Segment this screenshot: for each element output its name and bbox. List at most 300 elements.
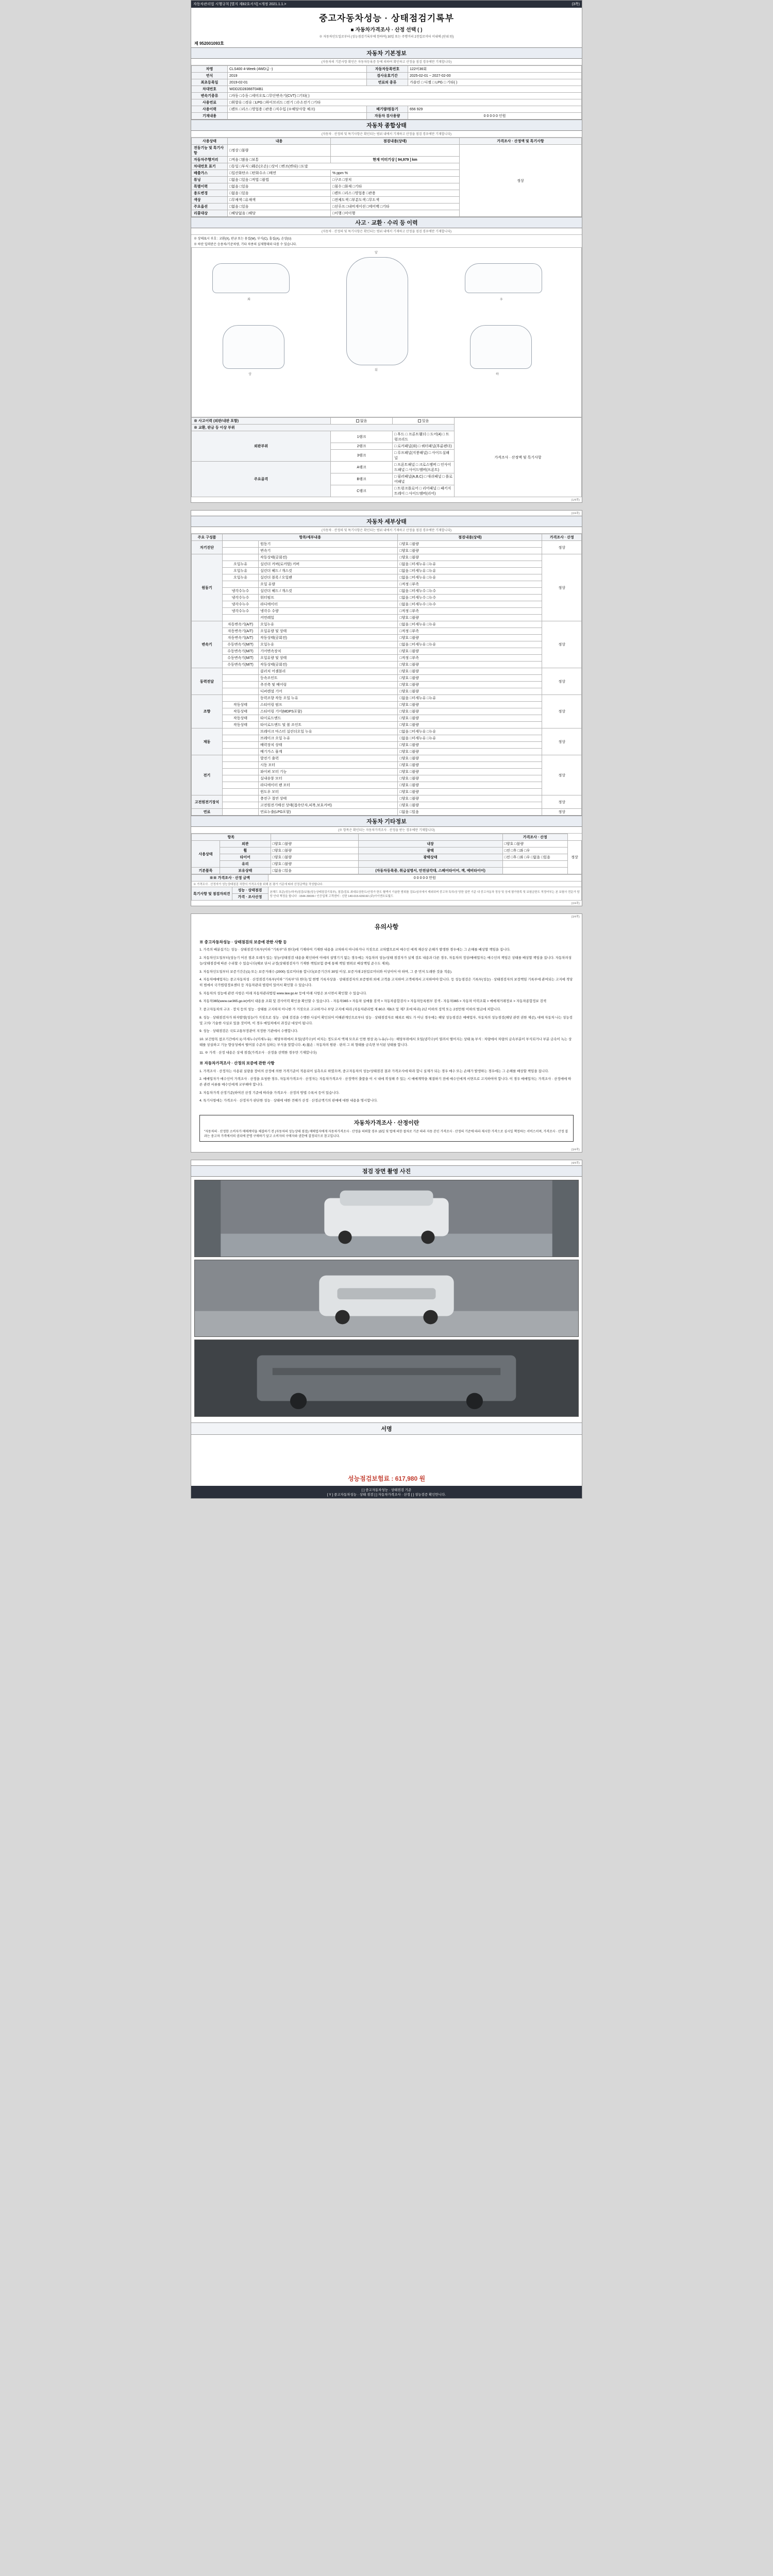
detail-item: 동력조향 작동 오일 누유 bbox=[259, 695, 398, 702]
detail-group-name: 원동기 bbox=[192, 554, 223, 621]
diagram-label-front: 앞 bbox=[375, 251, 378, 255]
page-tag-2: (2/4쪽) bbox=[571, 902, 580, 905]
warranty-row2-label: 가격 · 조사산정 bbox=[232, 894, 268, 901]
signature-title: 서명 bbox=[191, 1422, 582, 1435]
detail-item: 와이퍼 모터 기능 bbox=[259, 769, 398, 775]
basic-value: WDD2D28366T04B1 bbox=[228, 86, 582, 93]
sheet-4 bbox=[191, 1160, 582, 1499]
detail-options[interactable]: □양호 □불량 bbox=[398, 715, 542, 722]
table-row bbox=[192, 875, 582, 882]
notice-title: 유의사항 bbox=[374, 923, 399, 930]
detail-options[interactable]: □양호 □불량 bbox=[398, 775, 542, 782]
overall-row-value[interactable]: □침수 □화재 □기타 bbox=[331, 183, 460, 190]
bottom-line-2: [ Y ] 중고자동차성능 · 상태 점검 [ ] 자동차가격조사 · 산정 [ ] 성능검증 확인만니다. bbox=[327, 1493, 446, 1497]
detail-options[interactable]: □없음 □미세누유 □누유 bbox=[398, 695, 542, 702]
overall-row-name: 리콜대상 bbox=[192, 210, 228, 217]
other-item: 타이어 bbox=[220, 854, 271, 861]
odometer-value: 현재 미터기상 [ 94,979 ] km bbox=[331, 157, 460, 163]
table-row bbox=[192, 882, 582, 887]
table-row bbox=[192, 668, 582, 675]
overall-row-detail[interactable]: □없음 □있음 bbox=[228, 204, 331, 210]
detail-col-2: 점검내용(상태) bbox=[398, 534, 542, 541]
detail-item: 커먼레일 bbox=[259, 615, 398, 621]
detail-item: 오일누유 bbox=[259, 621, 398, 628]
table-header-row bbox=[192, 534, 582, 541]
detail-options[interactable]: □없음 □미세누유 □누유 bbox=[398, 728, 542, 735]
basic-value bbox=[228, 113, 367, 120]
table-row bbox=[192, 641, 582, 648]
basic-label2: 배기량/원동기 bbox=[367, 106, 408, 113]
detail-col-1: 항목/세부내용 bbox=[223, 534, 398, 541]
detail-options[interactable]: □없음 □있음 bbox=[398, 809, 542, 816]
transmission-options[interactable]: □자동 □수동 □세미오토 □무단변속기(CVT) □기타( ) bbox=[228, 93, 582, 99]
table-row bbox=[192, 541, 582, 548]
detail-options[interactable]: □양호 □불량 bbox=[398, 541, 542, 548]
table-row bbox=[192, 73, 582, 79]
detail-subgroup bbox=[223, 675, 259, 682]
detail-subgroup: 냉각수누수 bbox=[223, 601, 259, 608]
inspection-photo-rear[interactable] bbox=[194, 1260, 579, 1337]
detail-options[interactable]: □적정 □부족 bbox=[398, 581, 542, 588]
detail-options[interactable]: □양호 □불량 bbox=[398, 795, 542, 802]
overall-row-detail[interactable]: □동일 □부식 □훼손(오손) □상이 □변조(변타) □도말 bbox=[228, 163, 460, 170]
detail-subgroup: 작동상태 bbox=[223, 722, 259, 728]
detail-options[interactable]: □없음 □미세누유 □누유 bbox=[398, 574, 542, 581]
detail-options[interactable]: □양호 □불량 bbox=[398, 769, 542, 775]
doc-subtitle: ■ 자동차가격조사 · 산정 선택 ( ) bbox=[350, 27, 423, 33]
table-row bbox=[192, 574, 582, 581]
table-row bbox=[192, 66, 582, 73]
detail-options[interactable]: □없음 □미세누수 □누수 bbox=[398, 588, 542, 595]
warranty-text: 본해드 표준(성능/하자)점검/보험(성능상태점검기록부), 점검/검토 최대보상한도/산정가 한도 혈액서 기술한 범위를 검토/심의에서 제외되며 중고차 특히/상 당한 일반 기준 내 중고자동차 정상 및 상세 평가항목 및 보험금한도 적정여부는 본 보험사 전문가 담당 안내 책정을 합니다 : 1544-39039 / 인증업체 고객센터 : 신한 140-015-639192 (주)아이앤오토월드 bbox=[268, 887, 581, 901]
detail-subgroup: 수동변속기(M/T) bbox=[223, 648, 259, 655]
table-row bbox=[192, 728, 582, 735]
detail-item: 타이로드엔드 bbox=[259, 715, 398, 722]
overall-row-detail[interactable]: □해당없음 □해당 bbox=[228, 210, 331, 217]
detail-price-cell: 정상 bbox=[542, 728, 582, 755]
usage-options[interactable]: □렌트 □리스 □영업용 □관용 □직수입 (※해당사항 체크) bbox=[228, 106, 367, 113]
notice-item: 5. 자동차의 성능에 관련 사항은 아래 자동차관리법령 www.law.go.kr 등에 아래 사항은 보시면서 확인할 수 있습니다. bbox=[199, 991, 367, 995]
other-price-cell: 정상 bbox=[568, 841, 582, 874]
detail-subgroup: 냉각수누수 bbox=[223, 595, 259, 601]
other-item-options[interactable]: □양호 □불량 bbox=[271, 848, 358, 854]
fee-label: 성능점검보험료 : 617,980 원 bbox=[347, 1475, 426, 1483]
legend-none-label: 없음 bbox=[360, 419, 367, 423]
page-tag-3-top: (3/4쪽) bbox=[571, 916, 580, 919]
table-row bbox=[192, 145, 582, 157]
table-row bbox=[192, 688, 582, 695]
basic-value2: 122비36회 bbox=[408, 66, 582, 73]
detail-item: 실내송풍 모터 bbox=[259, 775, 398, 782]
section-accident-title: 사고 · 교환 · 수리 등 이력 bbox=[191, 217, 582, 228]
overall-row-name: 특별이력 bbox=[192, 183, 228, 190]
overall-row-value bbox=[331, 145, 460, 157]
notice-bullet-title: ※ 중고자동차성능 · 상태점검의 보증에 관한 사항 등 bbox=[199, 940, 287, 944]
notice-item-list bbox=[199, 947, 574, 1056]
table-row bbox=[192, 648, 582, 655]
detail-options[interactable]: □양호 □불량 bbox=[398, 742, 542, 749]
page-tag-3: (3/4쪽) bbox=[571, 1148, 580, 1152]
accident-history-label: ※ 사고이력 (외판/내판 포함) bbox=[192, 418, 331, 425]
other-item-options[interactable]: □양호 □불량 bbox=[271, 854, 358, 861]
detail-subgroup bbox=[223, 554, 259, 561]
notice-sub-item: 3. 자동차가격 산정기준(하여진 산정 기준에 따라을 가격조사 · 산정의 방법 수록서 등이 있습니다. bbox=[199, 1091, 340, 1095]
detail-subgroup bbox=[223, 769, 259, 775]
detail-item: 스티어링 펌프 bbox=[259, 702, 398, 708]
detail-options[interactable]: □양호 □불량 bbox=[398, 762, 542, 769]
detail-group-name: 전기 bbox=[192, 755, 223, 795]
notice-item: 3. 자동차인도일부터 보증기간은(1) 또는 보증거래수 (2000) 킬로미터를 합니다(보증기간의 30일 이상, 보증거래 2천킬로미터와 이상이어 야 하며, 그 중 먼저 도래한 것을 적용). bbox=[199, 970, 452, 974]
detail-price-cell: 정상 bbox=[542, 668, 582, 695]
detail-subgroup bbox=[223, 749, 259, 755]
notice-sub-item-list bbox=[199, 1069, 574, 1105]
section-basic-note: (자동차의 기본사항 확인은 자동차등록증 등에 의하여 확인하고 산정을 점검 경우에만 기재합니다) bbox=[191, 59, 582, 65]
inspection-photo-front[interactable] bbox=[194, 1180, 579, 1257]
accident-rank: A랭크 bbox=[331, 462, 393, 473]
detail-price-cell: 정상 bbox=[542, 809, 582, 816]
section-photos-title: 점검 장면 촬영 사진 bbox=[191, 1165, 582, 1177]
bottom-line-1: [ ] 중고자동차성능 · 상태점검 기준 bbox=[361, 1488, 412, 1493]
detail-item: 클러치 어셈블리 bbox=[259, 668, 398, 675]
accident-items[interactable]: □ 트렁크플로어 □ 리어패널 □ 패키지트레이 □ 사이드멤버(리어) bbox=[393, 485, 455, 497]
detail-options[interactable]: □양호 □불량 bbox=[398, 702, 542, 708]
section-detail-title: 자동차 세부상태 bbox=[191, 516, 582, 527]
overall-table bbox=[191, 138, 582, 217]
detail-item: 작동상태(공회전) bbox=[259, 554, 398, 561]
detail-subgroup bbox=[223, 762, 259, 769]
bottom-bar bbox=[191, 1486, 582, 1498]
detail-item: 실린더 블록 / 오일팬 bbox=[259, 574, 398, 581]
detail-options[interactable]: □없음 □미세누유 □누유 bbox=[398, 568, 542, 574]
table-row bbox=[192, 742, 582, 749]
detail-group-name: 연료 bbox=[192, 809, 223, 816]
overall-row-value[interactable]: □전체도색 □부분도색 □무도색 bbox=[331, 197, 460, 204]
detail-subgroup: 자동변속기(A/T) bbox=[223, 621, 259, 628]
detail-item: 충전구 절연 상태 bbox=[259, 795, 398, 802]
table-row bbox=[192, 682, 582, 688]
table-row bbox=[192, 93, 582, 99]
table-row bbox=[192, 418, 582, 425]
detail-item: 브레이크 오일 누유 bbox=[259, 735, 398, 742]
overall-row-value[interactable]: □이행 □미이행 bbox=[331, 210, 460, 217]
warranty-label: 특기사항 및 점검자의견 bbox=[192, 887, 232, 901]
detail-price-cell: 정상 bbox=[542, 755, 582, 795]
basic-label: 차대번호 bbox=[192, 86, 228, 93]
detail-subgroup bbox=[223, 695, 259, 702]
overall-row-value: % ppm % bbox=[331, 170, 460, 177]
detail-group-name: 자기진단 bbox=[192, 541, 223, 554]
photo-gallery bbox=[191, 1177, 582, 1422]
page-tag-4-top: (4/4쪽) bbox=[571, 1162, 580, 1165]
detail-options[interactable]: □적정 □부족 bbox=[398, 655, 542, 662]
section-other-note: (※ 항목은 확인되는 자동차가격조사 · 산정을 받는 경우에만 기재합니다) bbox=[191, 827, 582, 834]
detail-price-cell: 정상 bbox=[542, 554, 582, 621]
detail-table bbox=[191, 534, 582, 816]
notice-item: 7. 중고자동차의 구조 · 장치 등의 성능 · 상태를 고지하지 아니한 가 거짓으로 고교하거나 부당 고지에 따라 (자동차관리법 제 80조 제8조 및 제7 호에 따라) 2년 이하의 징역 또는 2천만원 이하의 벌금에 처합니다. bbox=[199, 1008, 501, 1012]
table-row bbox=[192, 581, 582, 588]
detail-item: 발전기 출력 bbox=[259, 755, 398, 762]
detail-options[interactable]: □양호 □불량 bbox=[398, 635, 542, 641]
notice-item: 8. 성능 · 상태점검자가 하자발생(성능/가 거짓으로 성능 · 상태 검검을 수행한 사실이 확인되어 이해관계인으로부터 성능 · 상태점검자로 해외로 해도 가 아닌 경우에는 해당 성능점검은 매매업자, 자동차의 성능점검(해당 관련 권한 제공), 대매 자동차 나는 성능검 및 고의/ 기술한 사실로 있을 것이며, 이 경우 매입처에서 과징금 대상이 됩니다. bbox=[199, 1015, 573, 1025]
accident-items[interactable]: □ 로커패널(좌) □ 쿼터패널(후륜펜더) bbox=[393, 443, 455, 450]
section-basic-title: 자동차 기본정보 bbox=[191, 47, 582, 59]
basic-value: CLS400 4-Week (4WD급 -) bbox=[228, 66, 367, 73]
accident-rank: 1랭크 bbox=[331, 431, 393, 443]
detail-options[interactable]: □양호 □불량 bbox=[398, 688, 542, 695]
detail-options[interactable]: □적정 □부족 bbox=[398, 608, 542, 615]
other-item-options[interactable]: □없음 □있음 bbox=[271, 868, 358, 874]
table-row bbox=[192, 702, 582, 708]
detail-options[interactable]: □양호 □불량 bbox=[398, 662, 542, 668]
accident-items[interactable]: □ 필러패널(A,B,C) □ 대쉬패널 □ 플로어패널 bbox=[393, 473, 455, 485]
detail-group-name: 변속기 bbox=[192, 621, 223, 668]
detail-options[interactable]: □양호 □불량 bbox=[398, 789, 542, 795]
price-note: ※ 가격조사 · 산정자가 성능상태점검 차량의 가격조사를 위해 본 평가 기준에 따라 산정금액을 작성합니다. bbox=[192, 882, 582, 887]
other-item2-options[interactable]: □양호 □불량 bbox=[502, 841, 567, 848]
detail-item: 기어변속장치 bbox=[259, 648, 398, 655]
table-row bbox=[192, 854, 582, 861]
other-item2-options[interactable] bbox=[502, 861, 567, 868]
detail-item: 디퍼렌셜 기어 bbox=[259, 688, 398, 695]
section-accident-note: (자동차 · 산정의 및 특기사항은 확인되는 범위 내에서 기재하고 산정을 점검 경우에만 기재합니다) bbox=[191, 228, 582, 235]
detail-subgroup: 자동변속기(A/T) bbox=[223, 628, 259, 635]
accident-price-col: 가격조사 · 산정액 및 특기사항 bbox=[455, 418, 582, 497]
detail-group-name: 동력전달 bbox=[192, 668, 223, 695]
table-row bbox=[192, 106, 582, 113]
basic-value2: 656 929 bbox=[408, 106, 582, 113]
basic-value2: 2025-02-01 ~ 2027-02-00 bbox=[408, 73, 582, 79]
table-header-row bbox=[192, 834, 582, 841]
detail-group-name: 제동 bbox=[192, 728, 223, 755]
detail-subgroup bbox=[223, 802, 259, 809]
accident-items[interactable]: □ 후드 □ 프론트휀더 □ 도어(4) □ 트렁크리드 bbox=[393, 431, 455, 443]
other-item2-options[interactable] bbox=[502, 868, 567, 874]
detail-subgroup bbox=[223, 775, 259, 782]
detail-options[interactable]: □양호 □불량 bbox=[398, 675, 542, 682]
accident-history-yes[interactable] bbox=[393, 418, 455, 425]
detail-item: 브레이크 마스터 실린더오일 누유 bbox=[259, 728, 398, 735]
detail-price-cell: 정상 bbox=[542, 795, 582, 809]
notice-body bbox=[191, 934, 582, 1112]
table-row bbox=[192, 715, 582, 722]
overall-row-detail[interactable]: □적음 □많음 □보통 bbox=[228, 157, 331, 163]
overall-col-0: 사용상태 bbox=[192, 138, 228, 145]
other-item2: 광택 bbox=[358, 848, 502, 854]
overall-row-detail[interactable]: □무채색 □유채색 bbox=[228, 197, 331, 204]
other-info-table bbox=[191, 834, 582, 874]
table-row bbox=[192, 561, 582, 568]
other-item2-options[interactable]: □전 □후 □좌 □우 bbox=[502, 848, 567, 854]
detail-options[interactable]: □양호 □불량 bbox=[398, 708, 542, 715]
table-row bbox=[192, 99, 582, 106]
detail-options[interactable]: □양호 □불량 bbox=[398, 648, 542, 655]
page-tag-2-top: (2/4쪽) bbox=[571, 512, 580, 515]
detail-subgroup: 오일누유 bbox=[223, 561, 259, 568]
other-item2-options[interactable]: □전 □후 □좌 □우 □없음 □있음 bbox=[502, 854, 567, 861]
overall-row-detail[interactable]: □없음 □있음 bbox=[228, 190, 331, 197]
detail-options[interactable]: □양호 □불량 bbox=[398, 782, 542, 789]
table-row bbox=[192, 708, 582, 715]
basic-label: 사용연료 bbox=[192, 99, 228, 106]
accident-items[interactable]: □ 프론트패널 □ 크로스멤버 □ 인사이드패널 □ 사이드멤버(프론트) bbox=[393, 462, 455, 473]
overall-row-detail[interactable]: □일산화탄소 □탄화수소 □매연 bbox=[228, 170, 331, 177]
signature-area[interactable] bbox=[191, 1435, 582, 1471]
form-regulation-text: 자동차관리법 시행규칙 [별지 제82호서식] <개정 2021.1.1.> bbox=[193, 3, 287, 6]
notice-sub-item: 1. 가격조사 · 산정자는 사용된 실량을 장비의 산정에 의한 가격기준이 적용되어 실측으로 하였으며, 중고자동차의 성능/상태점검 결과 가격조사에 따라 합니 실제가 되는 경우 매수 또는 손해가 발생하는 경우에는 그 손해를 배상할 책임을 집니다. bbox=[199, 1069, 549, 1073]
inspection-photo-underbody[interactable] bbox=[194, 1340, 579, 1417]
warranty-row1-label: 성능 · 상태점검 bbox=[232, 887, 268, 894]
accident-group-name: 외판부위 bbox=[192, 431, 331, 462]
detail-item: 시동 모터 bbox=[259, 762, 398, 769]
fuel-options[interactable]: □휘발유 □경유 □LPG □하이브리드 □전기 □수소전기 □기타 bbox=[228, 99, 582, 106]
detail-options[interactable]: □없음 □미세누유 □누유 bbox=[398, 735, 542, 742]
document-number: 제 952001093호 bbox=[194, 41, 224, 46]
diagram-label-bottom: 하 bbox=[496, 373, 499, 376]
table-row bbox=[192, 113, 582, 120]
detail-item: 오일유량 및 상태 bbox=[259, 655, 398, 662]
detail-item: 냉각수 수량 bbox=[259, 608, 398, 615]
detail-options[interactable]: □양호 □불량 bbox=[398, 755, 542, 762]
table-row bbox=[192, 782, 582, 789]
notice-item: 1. 가족의 배분집기는 성능 · 상태점검기록부(이하 "기록부"라 한다)에 기재하여 기재한 내용을 교차하지 아니하거나 거짓으로 교차했으로써 매수인 에게 재산상 손해가 발생한 경우에는 그 손해를 배상할 책임을 집니다. bbox=[199, 948, 511, 952]
accident-items[interactable]: □ 루프패널(지붕패널) □ 사이드실패널 bbox=[393, 450, 455, 462]
detail-options[interactable]: □양호 □불량 bbox=[398, 615, 542, 621]
detail-subgroup: 수동변속기(M/T) bbox=[223, 641, 259, 648]
section-overall-note: (자동차 · 산정의 및 특기사항은 확인되는 범위 내에서 기재하고 산정을 점검 경우에만 기재합니다) bbox=[191, 131, 582, 138]
detail-options[interactable]: □양호 □불량 bbox=[398, 668, 542, 675]
basic-label2: 검사유효기간 bbox=[367, 73, 408, 79]
vehicle-damage-diagram[interactable] bbox=[191, 247, 582, 417]
table-row bbox=[192, 868, 582, 874]
diagram-label-rear: 뒤 bbox=[375, 369, 378, 372]
detail-subgroup: 수동변속기(M/T) bbox=[223, 655, 259, 662]
detail-subgroup bbox=[223, 782, 259, 789]
detail-item: 변속기 bbox=[259, 548, 398, 554]
table-row bbox=[192, 548, 582, 554]
detail-item: 배기가스 물계 bbox=[259, 749, 398, 755]
overall-row-value[interactable]: □선루프 □내비게이션 □에어백 □기타 bbox=[331, 204, 460, 210]
basic-label2: 연료의 종류 bbox=[367, 79, 408, 86]
detail-subgroup bbox=[223, 755, 259, 762]
overall-row-value[interactable]: □구조 □장치 bbox=[331, 177, 460, 183]
notice-item: 10. 보건항목 참조기간에서 1) 미세누수(미세누유) : 해당부위에서 오일(냉각수)이 비치는 정도로서 액체 모으로 인한 현상 2) 누유(누수) : 해당부위에서 오일(냉각수)이 열려서 떨어지는 상태 3) 부식 : 차량에서 차량의 금속부분이 부식되거나 부분 금속이 녹는 상태를 상실하고 기능 향상성에서 떨어질 수준의 심하는 부식을 말합니다. 4) 接손 : 자동차의 원판 · 판의 그 외 형태를 금속면 부식된 상태를 합니다. bbox=[199, 1038, 572, 1047]
detail-subgroup bbox=[223, 615, 259, 621]
detail-subgroup bbox=[223, 789, 259, 795]
table-row bbox=[192, 588, 582, 595]
basic-info-table bbox=[191, 65, 582, 120]
detail-group-name: 고전원전기장치 bbox=[192, 795, 223, 809]
detail-table-body bbox=[192, 541, 582, 816]
table-row bbox=[192, 775, 582, 782]
car-side-left-view bbox=[212, 263, 290, 293]
detail-item: 고전원전기배선 상태(접속단자,피복,보호커버) bbox=[259, 802, 398, 809]
page-title: 중고자동차성능 · 상태점검기록부 bbox=[318, 13, 454, 23]
table-header-row bbox=[192, 138, 582, 145]
detail-subgroup: 작동상태 bbox=[223, 715, 259, 722]
car-top-view bbox=[346, 257, 408, 365]
overall-row-name: 용도변경 bbox=[192, 190, 228, 197]
other-group-name: 사용상태 bbox=[192, 841, 220, 868]
detail-options[interactable]: □없음 □미세누유 □누유 bbox=[398, 641, 542, 648]
sheet-3 bbox=[191, 913, 582, 1153]
notice-sub-title: ※ 자동차가격조사 · 산정의 보증에 관한 사항 bbox=[199, 1061, 275, 1066]
other-col-1 bbox=[271, 834, 358, 841]
detail-options[interactable]: □없음 □미세누유 □누유 bbox=[398, 621, 542, 628]
definition-text: "자동차의 · 산정한 소비자가 매매계약을 체결하기 전 (자동차의 성능상태 점검) 매매업자에게 자동차가격조사 · 산정을 의뢰할 경우 15일 및 법에 의한 절차로 기준 따라 자동 본인 가격조사 · 산정의 기준에 따라 제시한 가격으로 심시일 책정하는 서비스이며, 가격조사 · 산정 결과는 중고차 가격에서의 권리에 분명 구매하기 앞고 소비자의 구매자와 권한에 결정되므로 참고입니다. bbox=[204, 1130, 568, 1139]
detail-price-cell: 정상 bbox=[542, 541, 582, 554]
table-row bbox=[192, 795, 582, 802]
overall-col-2: 점검내용(상태) bbox=[331, 138, 460, 145]
overall-row-name: 전동기능 및 특기사항 bbox=[192, 145, 228, 157]
detail-options[interactable]: □양호 □불량 bbox=[398, 548, 542, 554]
section-detail-note: (자동차 · 산정의 및 특기사항은 확인되는 범위 내에서 기재하고 산정을 점검 경우에만 기재합니다) bbox=[191, 527, 582, 534]
detail-options[interactable]: □양호 □불량 bbox=[398, 749, 542, 755]
detail-options[interactable]: □양호 □불량 bbox=[398, 682, 542, 688]
detail-options[interactable]: □적정 □부족 bbox=[398, 628, 542, 635]
detail-subgroup bbox=[223, 548, 259, 554]
detail-options[interactable]: □없음 □미세누수 □누수 bbox=[398, 601, 542, 608]
overall-row-name: 색상 bbox=[192, 197, 228, 204]
detail-subgroup: 작동상태 bbox=[223, 702, 259, 708]
overall-row-name: 주요옵션 bbox=[192, 204, 228, 210]
table-row bbox=[192, 769, 582, 775]
other-item: 유리 bbox=[220, 861, 271, 868]
diagram-label-top: 상 bbox=[248, 373, 251, 376]
table-row bbox=[192, 655, 582, 662]
table-row bbox=[192, 841, 582, 848]
detail-item: 배력장치 상태 bbox=[259, 742, 398, 749]
table-row bbox=[192, 762, 582, 769]
detail-options[interactable]: □양호 □불량 bbox=[398, 722, 542, 728]
overall-row-detail[interactable]: □없음 □있음 bbox=[228, 183, 331, 190]
overall-row-value[interactable]: □렌트 □리스 □영업용 □관용 bbox=[331, 190, 460, 197]
detail-subgroup bbox=[223, 728, 259, 735]
detail-price-cell: 정상 bbox=[542, 695, 582, 728]
photo-underbody-illustration bbox=[195, 1340, 578, 1416]
basic-label: 사용이력 bbox=[192, 106, 228, 113]
table-row bbox=[192, 79, 582, 86]
detail-subgroup bbox=[223, 735, 259, 742]
detail-options[interactable]: □없음 □미세누유 □누유 bbox=[398, 561, 542, 568]
car-front-view bbox=[223, 325, 284, 369]
other-item2: 광택상태 bbox=[358, 854, 502, 861]
detail-options[interactable]: □양호 □불량 bbox=[398, 802, 542, 809]
table-row bbox=[192, 628, 582, 635]
table-row bbox=[192, 86, 582, 93]
accident-rank: B랭크 bbox=[331, 473, 393, 485]
table-row bbox=[192, 601, 582, 608]
detail-options[interactable]: □없음 □미세누수 □누수 bbox=[398, 595, 542, 601]
table-row bbox=[192, 615, 582, 621]
other-item: 외관 bbox=[220, 841, 271, 848]
detail-subgroup: 수동변속기(M/T) bbox=[223, 662, 259, 668]
page-tag-1: (1/4쪽) bbox=[571, 499, 580, 502]
basic-value2: 0 0 0 0 0 인원 bbox=[408, 113, 582, 120]
detail-item: 윈도우 모터 bbox=[259, 789, 398, 795]
detail-subgroup bbox=[223, 809, 259, 816]
accident-history-none[interactable] bbox=[331, 418, 393, 425]
detail-options[interactable]: □양호 □불량 bbox=[398, 554, 542, 561]
basic-label: 차명 bbox=[192, 66, 228, 73]
other-col-0: 항목 bbox=[192, 834, 271, 841]
other-item-options[interactable]: □양호 □불량 bbox=[271, 841, 358, 848]
table-row bbox=[192, 695, 582, 702]
overall-row-detail[interactable]: □없음 □있음 □적법 □불법 bbox=[228, 177, 331, 183]
other-item-options[interactable]: □양호 □불량 bbox=[271, 861, 358, 868]
overall-row-detail[interactable]: □정상 □불량 bbox=[228, 145, 331, 157]
accident-rank: 2랭크 bbox=[331, 443, 393, 450]
detail-subgroup: 작동상태 bbox=[223, 708, 259, 715]
